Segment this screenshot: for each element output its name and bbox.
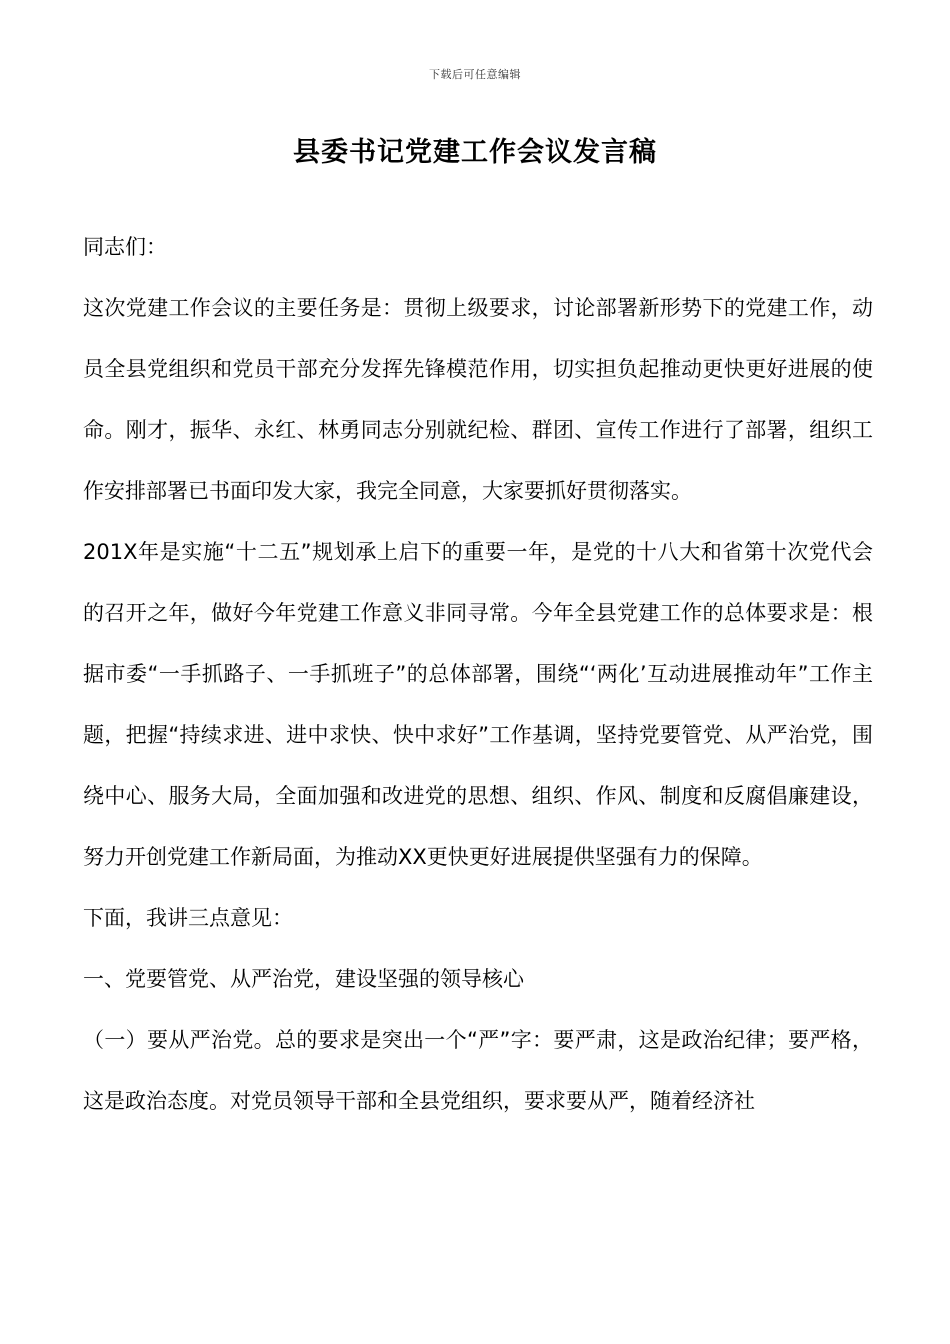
document-body bbox=[83, 217, 873, 1132]
body-paragraph: 201X年是实施“十二五”规划承上启下的重要一年，是党的十八大和省第十次党代会的召开之年，做好今年党建工作意义非同寻常。今年全县党建工作的总体要求是：根据市委“一手抓路子、一手抓班子”的总体部署，围绕“‘两化’互动进展推动年”工作主题，把握“持续求进、进中求快、快中求好”工作基调，坚持党要管党、从严治党，围绕中心、服务大局，全面加强和改进党的思想、组织、作风、制度和反腐倡廉建设，努力开创党建工作新局面，为推动XX更快更好进展提供坚强有力的保障。 bbox=[83, 540, 873, 869]
body-paragraph: （一）要从严治党。总的要求是突出一个“严”字：要严肃，这是政治纪律；要严格，这是政治态度。对党员领导干部和全县党组织，要求要从严，随着经济社 bbox=[83, 1028, 873, 1113]
page-title: 县委书记党建工作会议发言稿 bbox=[293, 137, 657, 168]
header-note: 下载后可任意编辑 bbox=[429, 68, 521, 81]
body-paragraph: 这次党建工作会议的主要任务是：贯彻上级要求，讨论部署新形势下的党建工作，动员全县党组织和党员干部充分发挥先锋模范作用，切实担负起推动更快更好进展的使命。刚才，振华、永红、林勇同志分别就纪检、群团、宣传工作进行了部署，组织工作安排部署已书面印发大家，我完全同意，大家要抓好贯彻落实。 bbox=[83, 296, 873, 503]
body-paragraph: 下面，我讲三点意见： bbox=[83, 906, 293, 930]
salutation-paragraph: 同志们： bbox=[83, 235, 167, 259]
section-heading: 一、党要管党、从严治党，建设坚强的领导核心 bbox=[83, 967, 524, 991]
